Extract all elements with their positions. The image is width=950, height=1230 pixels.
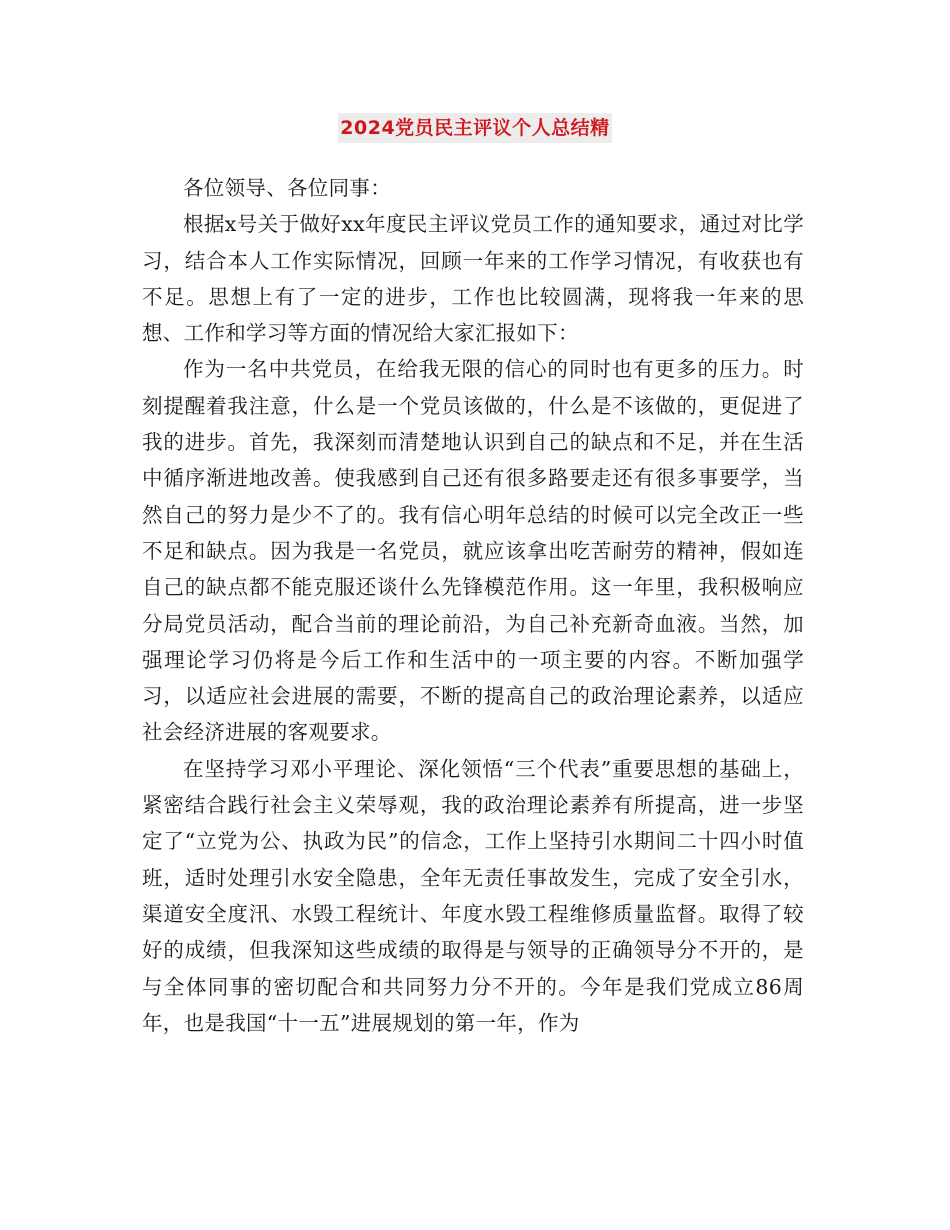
document-title: 2024党员民主评议个人总结精 [338, 113, 611, 143]
work-summary-paragraph: 在坚持学习邓小平理论、深化领悟“三个代表”重要思想的基础上，紧密结合践行社会主义荣辱观，我的政治理论素养有所提高，进一步坚定了“立党为公、执政为民”的信念，工作上坚持引水期间二十四小时值班，适时处理引水安全隐患，全年无责任事故发生，完成了安全引水，渠道安全度汛、水毁工程统计、年度水毁工程维修质量监督。取得了较好的成绩，但我深知这些成绩的取得是与领导的正确领导分不开的，是与全体同事的密切配合和共同努力分不开的。今年是我们党成立86周年，也是我国“十一五”进展规划的第一年，作为 [142, 756, 804, 1035]
intro-paragraph: 根据x号关于做好xx年度民主评议党员工作的通知要求，通过对比学习，结合本人工作实际情况，回顾一年来的工作学习情况，有收获也有不足。思想上有了一定的进步，工作也比较圆满，现将我一年来的思想、工作和学习等方面的情况给大家汇报如下： [142, 212, 804, 346]
document-body [142, 170, 804, 1041]
salutation-paragraph: 各位领导、各位同事： [183, 176, 391, 200]
reflection-paragraph: 作为一名中共党员，在给我无限的信心的同时也有更多的压力。时刻提醒着我注意，什么是一个党员该做的，什么是不该做的，更促进了我的进步。首先，我深刻而清楚地认识到自己的缺点和不足，并在生活中循序渐进地改善。使我感到自己还有很多路要走还有很多事要学，当然自己的努力是少不了的。我有信心明年总结的时候可以完全改正一些不足和缺点。因为我是一名党员，就应该拿出吃苦耐劳的精神，假如连自己的缺点都不能克服还谈什么先锋模范作用。这一年里，我积极响应分局党员活动，配合当前的理论前沿，为自己补充新奇血液。当然，加强理论学习仍将是今后工作和生活中的一项主要的内容。不断加强学习，以适应社会进展的需要，不断的提高自己的政治理论素养，以适应社会经济进展的客观要求。 [142, 357, 804, 745]
title-container [0, 113, 950, 143]
